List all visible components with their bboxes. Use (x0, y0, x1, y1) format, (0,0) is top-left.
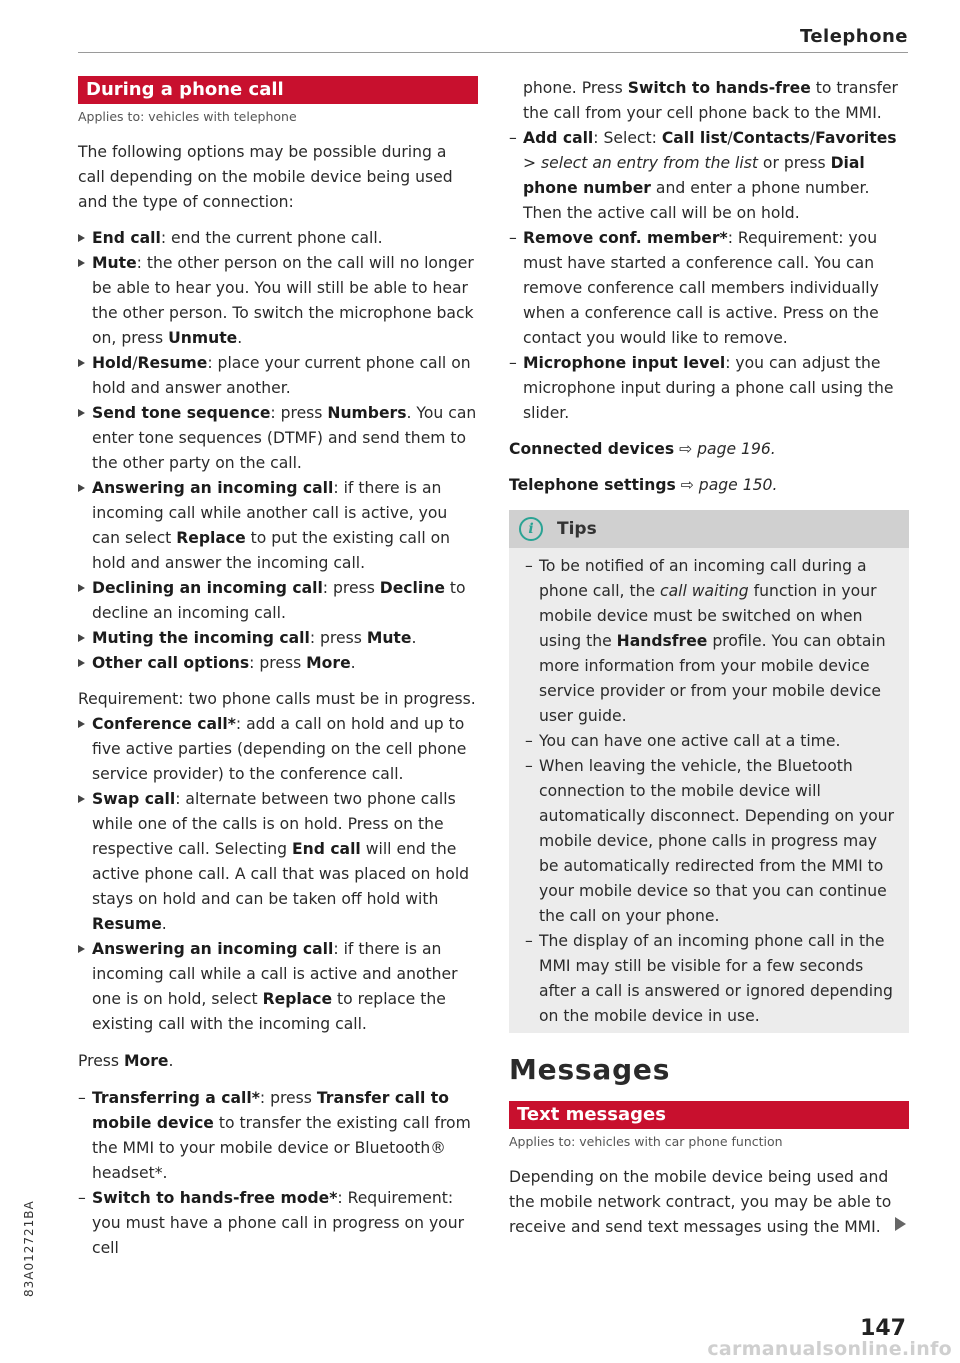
intro-paragraph: The following options may be possible during a call depending on the mobile device being used and the type of connection: (78, 143, 453, 211)
info-icon: i (519, 517, 543, 541)
section-title-during-call: During a phone call (78, 76, 478, 104)
more-options-list-cont (509, 76, 909, 126)
right-column (509, 76, 909, 1240)
page-link-196[interactable]: ⇨ page 196. (674, 440, 776, 458)
list-item: Other call options: press More. (78, 651, 478, 676)
tips-body (509, 548, 909, 1033)
text-messages-paragraph: Depending on the mobile device being used and the mobile network contract, you may be able to receive and send text messages using the MMI. (509, 1168, 892, 1236)
list-item: – When leaving the vehicle, the Bluetooth connection to the mobile device will automatically disconnect. Depending on your mobile device, phone calls in progress may be automatically redirected from the MMI to your mobile device so that you can continue the call on your phone. (525, 754, 895, 929)
list-item: – To be notified of an incoming call during a phone call, the call waiting function in your mobile device must be switched on when using the Handsfree profile. You can obtain more information from your mobile device service provider or from your mobile device user guide. (525, 554, 895, 729)
list-item: – The display of an incoming phone call in the MMI may still be visible for a few seconds after a call is answered or ignored depending on the mobile device in use. (525, 929, 895, 1029)
list-item: – Microphone input level: you can adjust the microphone input during a phone call using the slider. (509, 351, 909, 426)
continue-arrow-icon (895, 1217, 906, 1231)
more-options-list-2 (509, 126, 909, 426)
header-rule (78, 52, 908, 53)
list-item: – Switch to hands-free mode*: Requirement: you must have a phone call in progress on your cell (78, 1186, 478, 1261)
list-item: Muting the incoming call: press Mute. (78, 626, 478, 651)
tips-list (525, 554, 895, 1029)
requirement-paragraph: Requirement: two phone calls must be in progress. (78, 690, 476, 708)
section-title-text-messages: Text messages (509, 1101, 909, 1129)
tips-label: Tips (557, 518, 597, 539)
list-item: Answering an incoming call: if there is an incoming call while another call is active, you can select Replace to put the existing call on hold and answer the incoming call. (78, 476, 478, 576)
list-item: – Add call: Select: Call list/Contacts/Favorites > select an entry from the list or press Dial phone number and enter a phone number. Then the active call will be on hold. (509, 126, 909, 226)
applies-note: Applies to: vehicles with telephone (78, 109, 297, 124)
list-item: End call: end the current phone call. (78, 226, 478, 251)
list-item: Conference call*: add a call on hold and up to five active parties (depending on the cell phone service provider) to the conference call. (78, 712, 478, 787)
list-item: Hold/Resume: place your current phone call on hold and answer another. (78, 351, 478, 401)
list-item: – You can have one active call at a time. (525, 729, 895, 754)
messages-title: Messages (509, 1053, 671, 1086)
list-item-continued: phone. Press Switch to hands-free to transfer the call from your cell phone back to the MMI. (523, 79, 898, 122)
two-call-options-list (78, 712, 478, 1037)
telephone-settings-ref: Telephone settings ⇨ page 150. (509, 476, 778, 494)
list-item: Send tone sequence: press Numbers. You can enter tone sequences (DTMF) and send them to the other party on the call. (78, 401, 478, 476)
list-item: Answering an incoming call: if there is an incoming call while a call is active and another one is on hold, select Replace to replace the existing call with the incoming call. (78, 937, 478, 1037)
list-item: Mute: the other person on the call will no longer be able to hear you. You will still be able to hear the other person. To switch the microphone back on, press Unmute. (78, 251, 478, 351)
list-item: – Remove conf. member*: Requirement: you must have started a conference call. You can remove conference call members individually when a conference call is active. Press on the contact you would like to remove. (509, 226, 909, 351)
watermark: carmanualsonline.info (707, 1338, 952, 1360)
call-options-list (78, 226, 478, 676)
document-code: 83A012721BA (22, 1200, 36, 1297)
tips-header (509, 510, 909, 548)
more-options-list (78, 1086, 478, 1261)
running-head-title: Telephone (799, 26, 908, 47)
page-number: 147 (860, 1316, 906, 1341)
tips-box (509, 510, 909, 1033)
connected-devices-ref: Connected devices ⇨ page 196. (509, 440, 776, 458)
list-item: Swap call: alternate between two phone calls while one of the calls is on hold. Press on the respective call. Selecting End call will end the active phone call. A call that was placed on hold stays on hold and can be taken off hold with Resume. (78, 787, 478, 937)
list-item: Declining an incoming call: press Decline to decline an incoming call. (78, 576, 478, 626)
list-item: – Transferring a call*: press Transfer call to mobile device to transfer the existing call from the MMI to your mobile device or Bluetooth® headset*. (78, 1086, 478, 1186)
page-link-150[interactable]: ⇨ page 150. (675, 476, 778, 494)
press-more-paragraph: Press More. (78, 1052, 174, 1070)
applies-note: Applies to: vehicles with car phone function (509, 1134, 783, 1149)
left-column (78, 76, 478, 1261)
